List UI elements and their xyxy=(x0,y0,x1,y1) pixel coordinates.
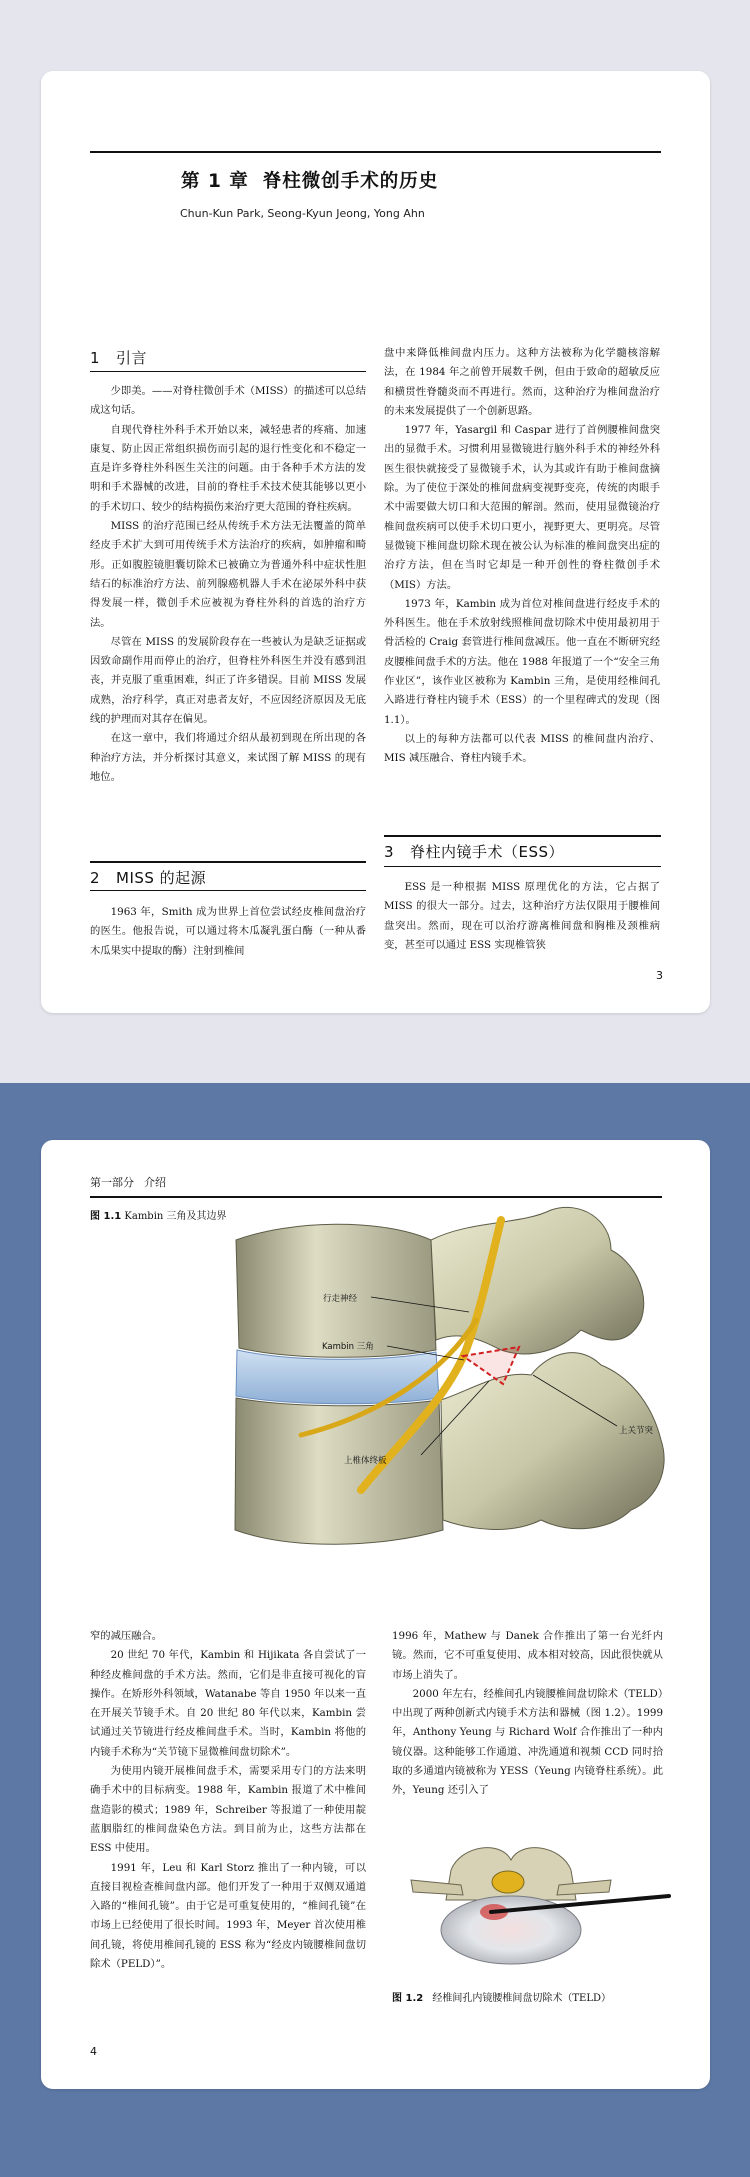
section-3-top-rule xyxy=(384,835,661,837)
page-number: 4 xyxy=(90,2045,97,2058)
section-2-top-rule xyxy=(90,861,366,863)
section-title: 引言 xyxy=(116,349,148,367)
figure-2-caption xyxy=(392,1989,611,2004)
section-title: 脊柱内镜手术（ESS） xyxy=(410,843,565,861)
section-1-heading xyxy=(90,347,147,368)
spinal-canal xyxy=(492,1871,524,1893)
section-1-body xyxy=(90,382,366,787)
figure-2-label: 图 1.2 xyxy=(392,1993,424,2004)
page-number: 3 xyxy=(656,969,663,982)
lower-posterior-elements xyxy=(441,1353,664,1530)
chapter-number: 第 1 章 xyxy=(181,171,249,192)
figure-1-caption-text: Kambin 三角及其边界 xyxy=(124,1211,227,1222)
section-title: MISS 的起源 xyxy=(116,869,207,887)
right-column-body xyxy=(384,344,660,769)
paragraph: 为使用内镜开展椎间盘手术，需要采用专门的方法来明确手术中的目标病变。1988 年，Kambin 报道了术中椎间盘造影的模式；1989 年，Schreiber 等报道了一种使用靛蓝胭脂红的椎间盘染色方法。到目前为止，这些方法都在 ESS 中使用。 xyxy=(90,1765,366,1855)
section-3-body xyxy=(384,878,660,951)
section-number: 1 xyxy=(90,349,101,367)
figure-1-caption xyxy=(90,1208,250,1225)
running-head xyxy=(90,1174,176,1190)
annotation-kambin-triangle: Kambin 三角 xyxy=(322,1342,374,1352)
paragraph: ESS 是一种根据 MISS 原理优化的方法，它占据了 MISS 的很大一部分。过去，这种治疗方法仅限用于腰椎间盘突出。然而，现在可以治疗游离椎间盘和胸椎及颈椎病变，甚至可以通过 ESS 实现椎管狭 xyxy=(384,881,660,951)
running-head-title: 介绍 xyxy=(144,1176,166,1189)
left-column-body xyxy=(90,1627,366,1974)
section-2-heading xyxy=(90,867,206,888)
paragraph: 1996 年，Mathew 与 Danek 合作推出了第一台光纤内镜。然而，它不可重复使用、成本相对较高，因此很快就从市场上消失了。 xyxy=(392,1630,663,1681)
upper-posterior-elements xyxy=(431,1207,644,1354)
paragraph: 少即美。——对脊柱微创手术（MISS）的描述可以总结成这句话。 xyxy=(90,385,366,417)
paragraph: 1963 年，Smith 成为世界上首位尝试经皮椎间盘治疗的医生。他报告说，可以通过将木瓜凝乳蛋白酶（一种从番木瓜果实中提取的酶）注射到椎间 xyxy=(90,906,366,957)
paragraph: 盘中来降低椎间盘内压力。这种方法被称为化学髓核溶解法，在 1984 年之前曾开展数千例，但由于致命的超敏反应和横贯性脊髓炎而不再进行。然而，这种治疗为椎间盘治疗的未来发展提供了一个创新思路。 xyxy=(384,347,660,417)
book-page-4 xyxy=(41,1140,710,2089)
right-column-body xyxy=(392,1627,663,1805)
annotation-exiting-root: 行走神经 xyxy=(323,1294,358,1304)
paragraph: MISS 的治疗范围已经从传统手术方法无法覆盖的简单经皮手术扩大到可用传统手术方法治疗的疾病，如肿瘤和畸形。正如腹腔镜胆囊切除术已被确立为普通外科中症状性胆结石的标准治疗方法、前列腺癌机器人手术在泌尿外科中获得发展一样，微创手术应被视为脊柱外科的首选的治疗方法。 xyxy=(90,520,366,629)
section-3-heading xyxy=(384,841,564,862)
paragraph: 2000 年左右，经椎间孔内镜腰椎间盘切除术（TELD）中出现了两种创新式内镜手术方法和器械（图 1.2）。1999 年，Anthony Yeung 与 Richard Wolf 合作推出了一种内镜仪器。这种能够工作通道、冲洗通道和视频 CCD 同时拾取的多通道内镜被称为 YESS（Yeung 内镜脊柱系统）。此外，Yeung 还引入了 xyxy=(392,1687,663,1797)
section-2-rule xyxy=(90,890,366,891)
paragraph: 尽管在 MISS 的发展阶段存在一些被认为是缺乏证据或因致命副作用而停止的治疗，但脊柱外科医生并没有感到沮丧，并克服了重重困难，纠正了许多错误。目前 MISS 发展成熟，治疗科学，真正对患者友好，不应因经济原因及无底线的护理而对其存在偏见。 xyxy=(90,635,366,726)
section-number: 2 xyxy=(90,869,101,887)
chapter-title: 脊柱微创手术的历史 xyxy=(262,171,439,192)
paragraph: 在这一章中，我们将通过介绍从最初到现在所出现的各种治疗方法，并分析探讨其意义，来试图了解 MISS 的现有地位。 xyxy=(90,732,366,783)
running-head-rule xyxy=(90,1196,662,1198)
figure-1-label: 图 1.1 xyxy=(90,1211,122,1222)
upper-vertebral-body xyxy=(236,1224,436,1357)
paragraph: 1977 年，Yasargil 和 Caspar 进行了首例腰椎间盘突出的显微手术。习惯利用显微镜进行脑外科手术的神经外科医生很快就接受了显微镜手术，认为其或许有助于椎间盘摘除。为了使位于深处的椎间盘病变视野变亮，传统的肉眼手术中需要做大切口和大范围的解剖。然而，使用显微镜治疗椎间盘疾病可以使手术切口更小，视野更大、更明亮。尽管显微镜下椎间盘切除术现在被公认为标准的椎间盘突出症的治疗方法，但在当时它却是一种开创性的脊柱微创手术（MIS）方法。 xyxy=(384,424,660,591)
paragraph: 自现代脊柱外科手术开始以来，减轻患者的疼痛、加速康复、防止因正常组织损伤而引起的退行性变化和不稳定一直是许多脊柱外科医生关注的问题。由于各种手术方法的发明和手术器械的改进，目前的脊柱手术技术使其能够以更小的手术切口、较少的结构损伤来治疗更大范围的脊柱疾病。 xyxy=(90,423,366,513)
chapter-heading xyxy=(181,167,452,193)
lower-vertebral-body xyxy=(235,1398,443,1544)
intervertebral-disc xyxy=(236,1350,439,1404)
paragraph: 20 世纪 70 年代，Kambin 和 Hijikata 各自尝试了一种经皮椎间盘的手术方法。然而，它们是非直接可视化的盲操作。在矫形外科领域，Watanabe 等自 1950 年以来一直在开展关节镜手术。自 20 世纪 80 年代以来，Kambin 尝试通过关节镜进行经皮椎间盘手术。当时，Kambin 将他的内镜手术称为“关节镜下显微椎间盘切除术”。 xyxy=(90,1649,366,1758)
annotation-endplate: 上椎体终板 xyxy=(344,1456,387,1466)
chapter-authors: Chun-Kun Park, Seong-Kyun Jeong, Yong Ahn xyxy=(180,207,425,220)
paragraph: 窄的减压融合。 xyxy=(90,1630,163,1642)
section-number: 3 xyxy=(384,843,395,861)
chapter-top-rule xyxy=(90,151,661,153)
book-page-3 xyxy=(41,71,710,1013)
paragraph: 1991 年，Leu 和 Karl Storz 推出了一种内镜，可以直接目视检查椎间盘内部。他们开发了一种用于双侧双通道入路的“椎间孔镜”。由于它是可重复使用的，“椎间孔镜”在市场上已经使用了很长时间。1993 年，Meyer 首次使用椎间孔镜，将使用椎间孔镜的 ESS 称为“经皮内镜腰椎间盘切除术（PELD）”。 xyxy=(90,1861,366,1971)
section-3-rule xyxy=(384,866,661,867)
section-2-body xyxy=(90,903,366,961)
annotation-superior-facet: 上关节突 xyxy=(619,1426,654,1436)
running-head-part: 第一部分 xyxy=(90,1176,134,1189)
paragraph: 1973 年，Kambin 成为首位对椎间盘进行经皮手术的外科医生。他在手术放射线照椎间盘切除术中使用最初用于骨活检的 Craig 套管进行椎间盘减压。他一直在不断研究经皮腰椎间盘手术的方法。他在 1988 年报道了一个“安全三角作业区”，该作业区被称为 Kambin 三角，是使用经椎间孔入路进行脊柱内镜手术（ESS）的一个里程碑式的发现（图 1.1）。 xyxy=(384,597,660,726)
section-1-rule xyxy=(90,371,366,372)
figure-1-spine-illustration xyxy=(231,1200,681,1580)
figure-2-teld-illustration xyxy=(391,1840,671,1970)
figure-2-caption-text: 经椎间孔内镜腰椎间盘切除术（TELD） xyxy=(432,1993,612,2004)
paragraph: 以上的每种方法都可以代表 MISS 的椎间盘内治疗、MIS 减压融合、脊柱内镜手术。 xyxy=(384,732,660,765)
